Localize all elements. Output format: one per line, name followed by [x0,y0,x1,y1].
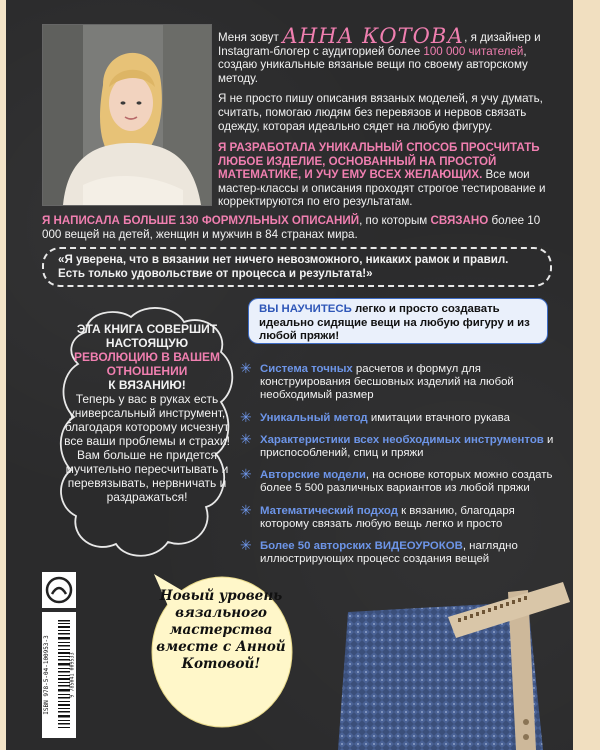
bubble-slogan: Новый уровень вязального мастерства вместе с Анной Котовой! [156,588,286,672]
star-icon: ✳ [240,466,252,483]
feature-item: ✳ Авторские модели, на основе которых можно создать более 5 500 различных вариантов из любой пряжи [240,466,553,495]
publisher-logo [42,572,76,608]
star-icon: ✳ [240,501,252,518]
method-highlight: Я РАЗРАБОТАЛА УНИКАЛЬНЫЙ СПОСОБ ПРОСЧИТАТЬ ЛЮБОЕ ИЗДЕЛИЕ, ОСНОВАННЫЙ НА ПРОСТОЙ МАТЕМАТИКЕ, И УЧУ ЕМУ ВСЕХ ЖЕЛАЮЩИХ. [218,141,540,182]
star-icon: ✳ [240,360,252,376]
achievement-paragraph: Я НАПИСАЛА БОЛЬШЕ 130 ФОРМУЛЬНЫХ ОПИСАНИЙ, по которым СВЯЗАНО более 10 000 вещей на детей, женщин и мужчин в 84 странах мира. [42,214,541,241]
feature-item: ✳ Характеристики всех необходимых инструментов и приспособлений, спиц и пряжи [240,430,554,460]
barcode-lines [42,612,76,738]
feature-item: ✳ Более 50 авторских ВИДЕОУРОКОВ, наглядно иллюстрирующих процесс создания вещей [240,537,518,566]
isbn-text: ISBN 978-5-04-100953-3 [43,635,50,715]
author-quote: «Я уверена, что в вязании нет ничего невозможного, никаких рамок и правил. Есть только удовольствие от процесса и результата!» [42,247,552,287]
publisher-logo-icon [42,572,76,608]
star-icon: ✳ [240,430,252,447]
method-paragraph: Я РАЗРАБОТАЛА УНИКАЛЬНЫЙ СПОСОБ ПРОСЧИТАТЬ ЛЮБОЕ ИЗДЕЛИЕ, ОСНОВАННЫЙ НА ПРОСТОЙ МАТЕМАТИКЕ, И УЧУ ЕМУ ВСЕХ ЖЕЛАЮЩИХ. Все мои мастер-классы и описания проходят строгое тестирование и корректируются по его результатам. [218,141,546,209]
learn-callout: ВЫ НАУЧИТЕСЬ легко и просто создавать идеально сидящие вещи на любую фигуру и из любой пряжи! [248,298,548,344]
author-photo [42,24,212,206]
author-name: АННА КОТОВА [282,24,465,48]
star-icon: ✳ [240,408,252,425]
intro-paragraph-2: Я не просто пишу описания вязаных моделей, я учу думать, считать, помогаю людям без перевязов и нервов связать одежду, которая идеально сядет на любую фигуру. [218,92,543,133]
feature-item: ✳ Уникальный метод имитации втачного рукава [240,408,510,425]
feature-item: ✳ Система точных расчетов и формул для конструирования бесшовных изделий на любой необходимый размер [240,360,514,402]
author-portrait-illustration [43,25,211,205]
star-icon: ✳ [240,537,252,554]
cloud-text: ЭТА КНИГА СОВЕРШИТ НАСТОЯЩУЮ РЕВОЛЮЦИЮ В ВАШЕМ ОТНОШЕНИИ К ВЯЗАНИЮ! Теперь у вас в руках есть универсальный инструмент, благодаря которому исчезнут все ваши проблемы и страхи! Вам больше не придется мучительно пересчитывать и перевязывать, нервничать и раздражаться! [64,322,230,504]
knitted-swatch-illustration [338,572,572,750]
features-list [238,360,558,575]
barcode [42,612,76,738]
descriptions-count: Я НАПИСАЛА БОЛЬШЕ 130 ФОРМУЛЬНЫХ ОПИСАНИЙ [42,214,360,227]
barcode-digits: 9 785041 009533 [69,652,76,698]
author-intro [218,24,550,140]
page-edge [573,0,600,750]
intro-paragraph-1: Меня зовут АННА КОТОВА, я дизайнер и Instagram-блогер с аудиторией более 100 000 читателей, создаю уникальные вязаные вещи по своему авторскому методу. [218,24,541,85]
followers-count: 100 000 читателей [423,44,524,58]
book-back-cover [6,0,573,750]
feature-item: ✳ Математический подход к вязанию, благодаря которому связать любую вещь легко и просто [240,501,515,530]
